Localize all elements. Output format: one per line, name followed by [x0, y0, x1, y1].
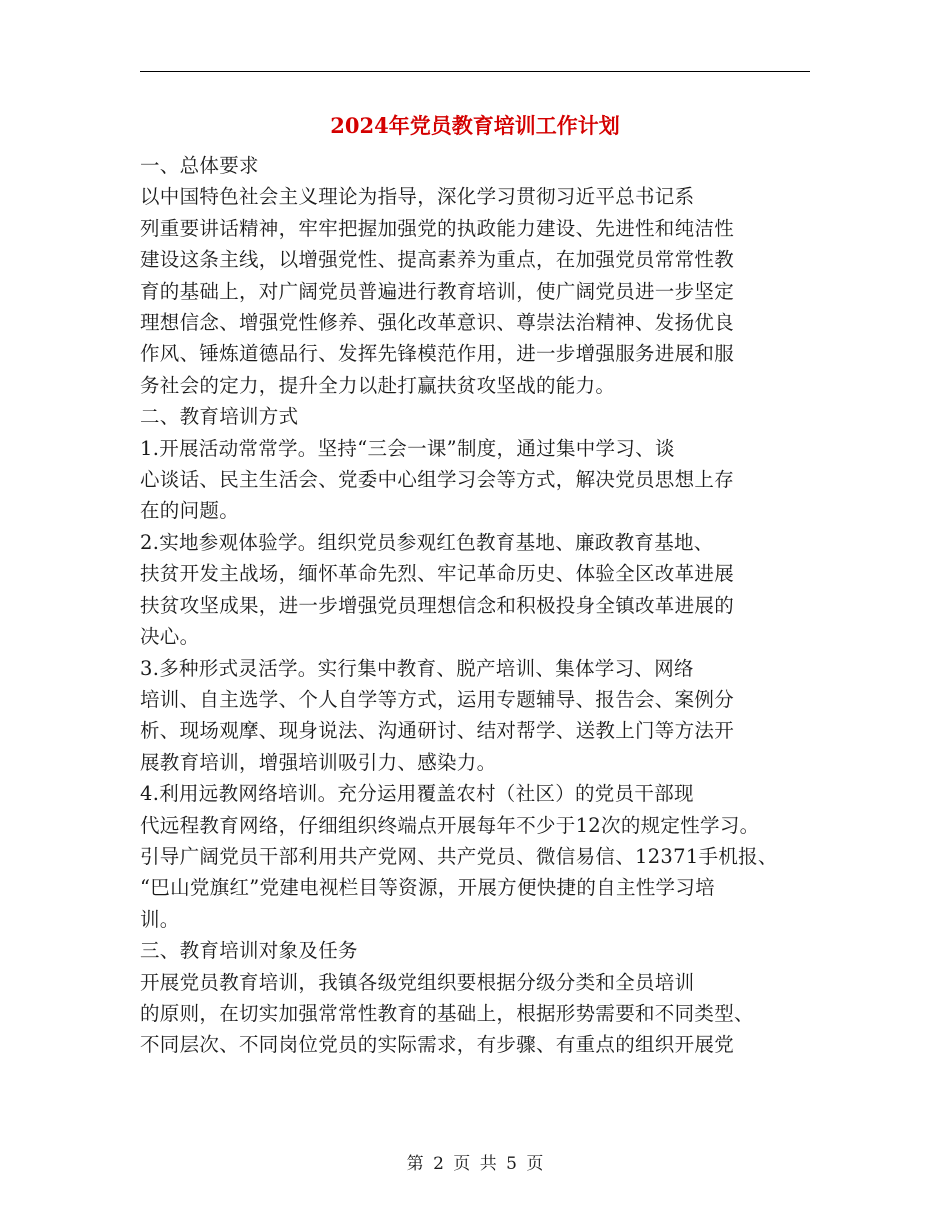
text-line: 作风、锤炼道德品行、发挥先锋模范作用，进一步增强服务进展和服: [140, 342, 735, 366]
document-body: [140, 150, 810, 1061]
text-line: 决心。: [140, 625, 200, 649]
text-line: 训。: [140, 907, 180, 931]
text-line: 引导广阔党员干部利用共产党网、共产党员、微信易信、12371手机报、: [140, 844, 778, 868]
text-line: 2.实地参观体验学。组织党员参观红色教育基地、廉政教育基地、: [140, 530, 714, 554]
text-line: 代远程教育网络，仔细组织终端点开展每年不少于12次的规定性学习。: [140, 813, 760, 837]
text-line: 不同层次、不同岗位党员的实际需求，有步骤、有重点的组织开展党: [140, 1033, 735, 1057]
text-line: 建设这条主线，以增强党性、提高素养为重点，在加强党员常常性教: [140, 248, 735, 272]
text-line: 在的问题。: [140, 499, 240, 523]
text-line: 理想信念、增强党性修养、强化改革意识、尊崇法治精神、发扬优良: [140, 311, 735, 335]
text-line: 一、总体要求: [140, 154, 259, 177]
page-number: 第 2 页 共 5 页: [406, 1154, 544, 1174]
text-line: 培训、自主选学、个人自学等方式，运用专题辅导、报告会、案例分: [140, 687, 735, 711]
text-line: 务社会的定力，提升全力以赴打赢扶贫攻坚战的能力。: [140, 373, 616, 397]
text-line: 二、教育培训方式: [140, 405, 299, 429]
text-line: 析、现场观摩、现身说法、沟通研讨、结对帮学、送教上门等方法开: [140, 719, 735, 743]
text-line: 4.利用远教网络培训。充分运用覆盖农村（社区）的党员干部现: [140, 782, 694, 806]
text-line: “巴山党旗红”党建电视栏目等资源，开展方便快捷的自主性学习培: [140, 876, 715, 900]
text-line: 育的基础上，对广阔党员普遍进行教育培训，使广阔党员进一步坚定: [140, 279, 735, 303]
document-title: 2024年党员教育培训工作计划: [330, 113, 620, 138]
text-line: 的原则，在切实加强常常性教育的基础上，根据形势需要和不同类型、: [140, 1001, 754, 1025]
text-line: 扶贫开发主战场，缅怀革命先烈、牢记革命历史、体验全区改革进展: [140, 562, 735, 586]
text-line: 三、教育培训对象及任务: [140, 939, 358, 963]
text-line: 列重要讲话精神，牢牢把握加强党的执政能力建设、先进性和纯洁性: [140, 216, 735, 240]
text-line: 以中国特色社会主义理论为指导，深化学习贯彻习近平总书记系: [140, 185, 695, 209]
text-line: 1.开展活动常常学。坚持“三会一课”制度，通过集中学习、谈: [140, 436, 675, 460]
text-line: 展教育培训，增强培训吸引力、感染力。: [140, 750, 497, 774]
text-line: 扶贫攻坚成果，进一步增强党员理想信念和积极投身全镇改革进展的: [140, 593, 735, 617]
text-line: 3.多种形式灵活学。实行集中教育、脱产培训、集体学习、网络: [140, 656, 694, 680]
text-line: 开展党员教育培训，我镇各级党组织要根据分级分类和全员培训: [140, 970, 695, 994]
header-rule: [140, 71, 810, 72]
text-line: 心谈话、民主生活会、党委中心组学习会等方式，解决党员思想上存: [140, 468, 735, 492]
